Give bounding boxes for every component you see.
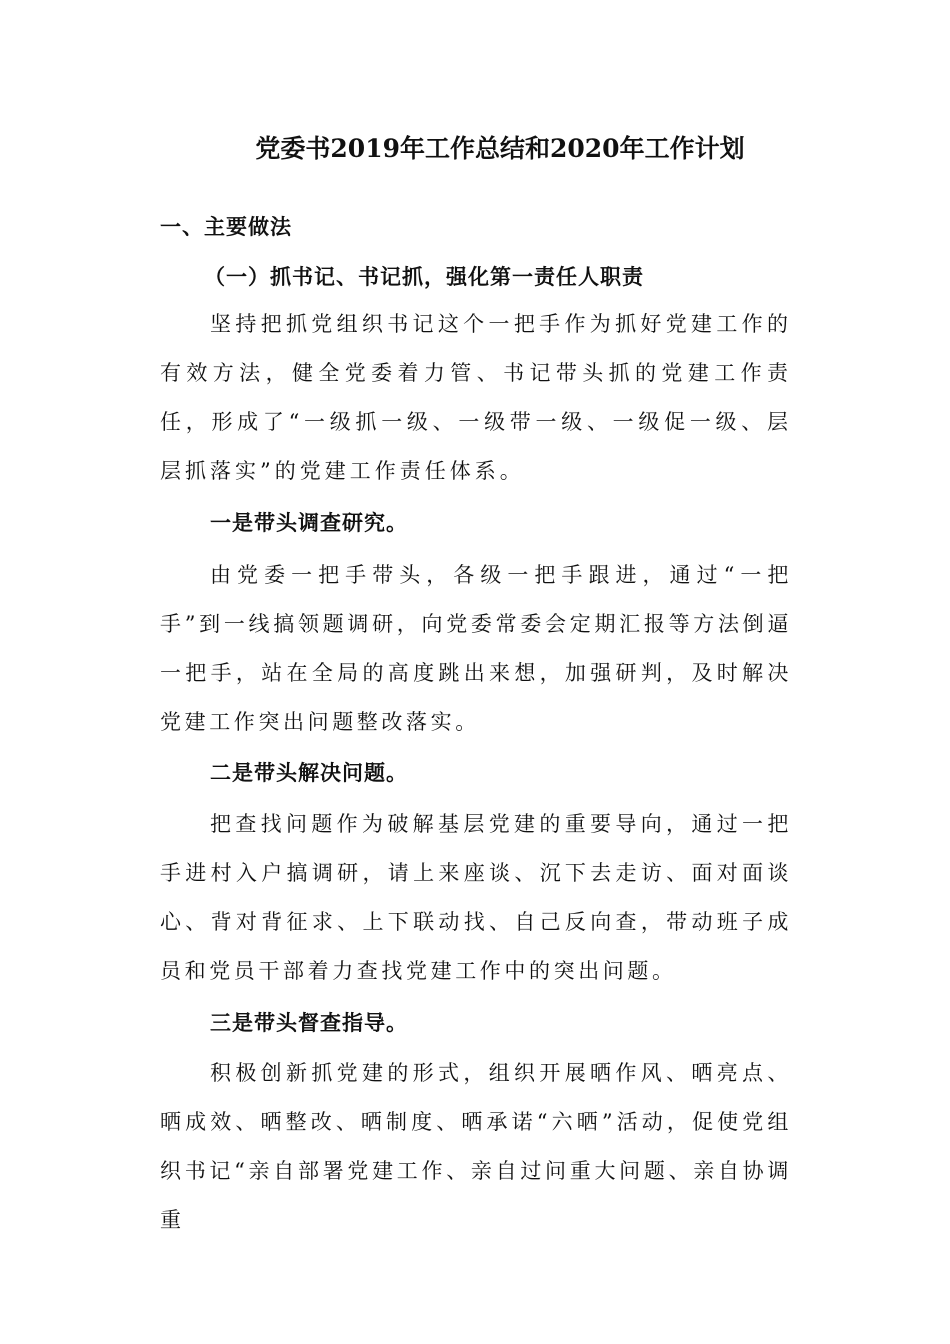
point3-heading: 三是带头督查指导。 <box>210 1010 408 1035</box>
point3-paragraph: 积极创新抓党建的形式，组织开展晒作风、晒亮点、晒成效、晒整改、晒制度、晒承诺“六晒”活动，促使党组织书记“亲自部署党建工作、亲自过问重大问题、亲自协调重 <box>160 1061 792 1232</box>
document-title: 党委书2019年工作总结和2020年工作计划 <box>255 134 745 163</box>
section-heading: 一、主要做法 <box>160 214 292 239</box>
point2-paragraph: 把查找问题作为破解基层党建的重要导向，通过一把手进村入户搞调研，请上来座谈、沉下去走访、面对面谈心、背对背征求、上下联动找、自己反向查，带动班子成员和党员干部着力查找党建工作中的突出问题。 <box>160 812 792 983</box>
intro-paragraph: 坚持把抓党组织书记这个一把手作为抓好党建工作的有效方法，健全党委着力管、书记带头抓的党建工作责任，形成了“一级抓一级、一级带一级、一级促一级、层层抓落实”的党建工作责任体系。 <box>160 312 792 483</box>
point2-heading: 二是带头解决问题。 <box>210 760 408 785</box>
subsection-heading: （一）抓书记、书记抓，强化第一责任人职责 <box>204 264 644 289</box>
point1-heading: 一是带头调查研究。 <box>210 510 408 535</box>
point1-paragraph: 由党委一把手带头，各级一把手跟进，通过“一把手”到一线搞领题调研，向党委常委会定期汇报等方法倒逼一把手，站在全局的高度跳出来想，加强研判，及时解决党建工作突出问题整改落实。 <box>160 563 792 734</box>
